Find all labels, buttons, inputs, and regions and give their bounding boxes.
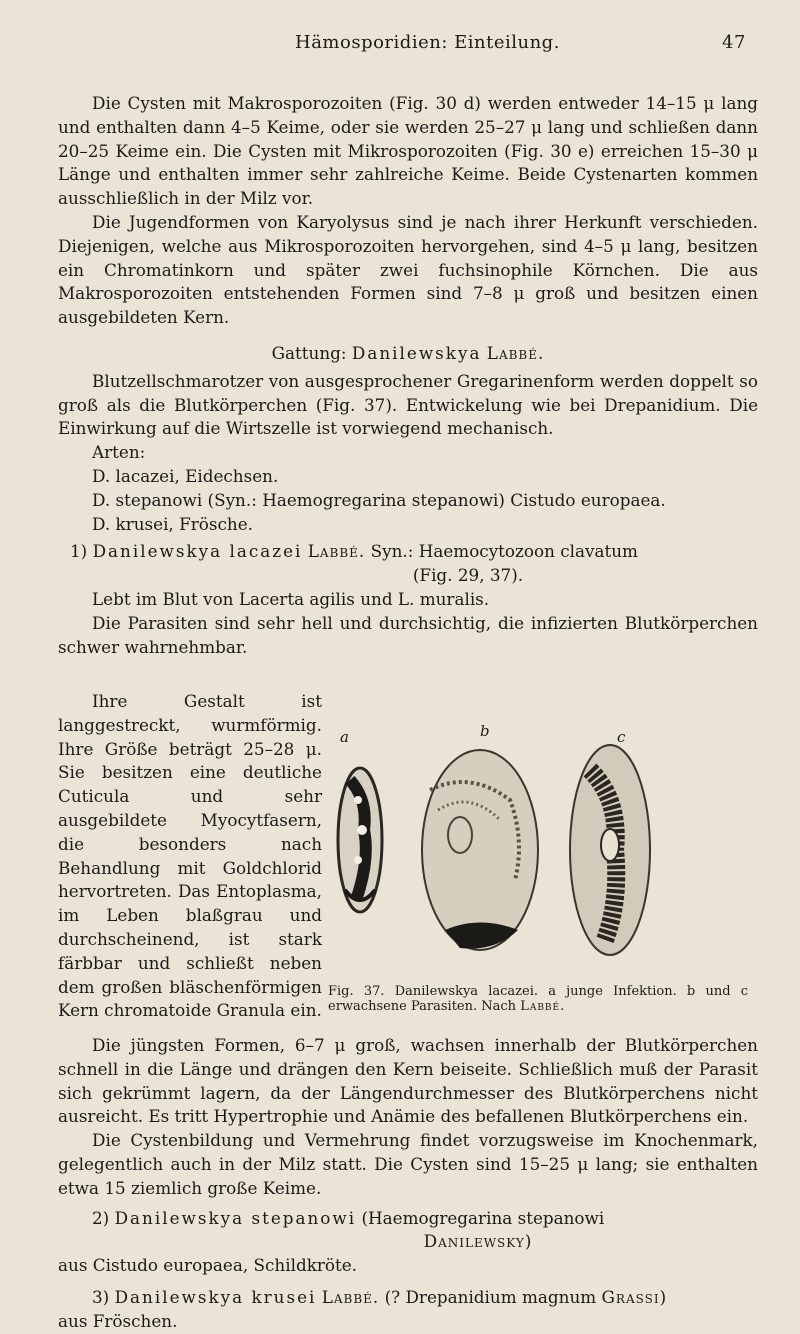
- paragraph-gestalt: Ihre Gestalt ist langgestreckt, wurmförmig. Ihre Größe beträgt 25–28 μ. Sie besitzen eine deutliche Cuticula und sehr ausgebildete Myocytfasern, die besonders nach Behandlung mit Goldchlorid hervortreten. Das Entoplasma, im Leben blaßgrau und durchscheinend, ist stark färbbar und schließt neben dem großen bläschenförmigen Kern chromatoide Granula ein.: [58, 691, 322, 1021]
- paragraph-parasiten: Die Parasiten sind sehr hell und durchsichtig, die infizierten Blutkörperchen schwer wahrnehmbar.: [58, 612, 758, 657]
- species-3-name: Danilewskya krusei: [114, 1286, 317, 1307]
- figure-caption: [328, 984, 748, 1014]
- paragraph-jugendformen: Die Jugendformen von Karyolysus sind je nach ihrer Herkunft verschieden. Diejenigen, welche aus Mikrosporozoiten hervorgehen, sind 4–5 μ lang, besitzen ein Chromatinkorn und später zwei fuchsinophile Körnchen. Die aus Makrosporozoiten entstehenden Formen sind 7–8 μ groß und besitzen einen ausgebildeten Kern.: [58, 211, 758, 328]
- caption-text: Danilewskya lacazei. a junge Infektion. b und c erwachsene Parasiten. Nach: [328, 984, 748, 1014]
- paragraph-genus-description: Blutzellschmarotzer von ausgesprochener Gregarinenform werden doppelt so groß als die Blutkörperchen (Fig. 37). Entwickelung wie bei Drepanidium. Die Einwirkung auf die Wirtszelle ist vorwiegend mechanisch.: [58, 370, 758, 439]
- species-list-item: D. lacazei, Eidechsen.: [92, 465, 279, 486]
- lower-text: [58, 1034, 758, 1334]
- cell-b-drawing: [422, 750, 538, 950]
- species-1-heading: [58, 540, 758, 564]
- narrow-text: [58, 690, 322, 1023]
- running-title: Hämosporidien: Einteilung.: [295, 32, 560, 53]
- paragraph-habitat: Lebt im Blut von Lacerta agilis und L. muralis.: [92, 588, 490, 609]
- paragraph-cysten: Die Cysten mit Makrosporozoiten (Fig. 30 d) werden entweder 14–15 μ lang und enthalten dann 4–5 Keime, oder sie werden 25–27 μ lang und schließen dann 20–25 Keime ein. Die Cysten mit Mikrosporozoiten (Fig. 30 e) erreichen 15–30 μ Länge und enthalten immer sehr zahlreiche Keime. Beide Cystenarten kommen ausschließlich in der Milz vor.: [58, 93, 758, 209]
- paragraph-cystenbildung: Die Cystenbildung und Vermehrung findet vorzugsweise im Knochenmark, gelegentlich auch in der Milz statt. Die Cysten sind 15–25 μ lang; sie enthalten etwa 15 ziemlich große Keime.: [58, 1130, 758, 1198]
- upper-text: [58, 92, 758, 659]
- species-3-rest: (? Drepanidium magnum: [379, 1286, 602, 1307]
- cell-a-drawing: [338, 768, 382, 912]
- species-list-item: D. krusei, Frösche.: [92, 513, 253, 534]
- species-2-number: 2): [92, 1207, 115, 1228]
- species-1-author: Labbé.: [307, 541, 366, 562]
- species-2-author: [58, 1230, 758, 1254]
- figure-label-a: a: [340, 728, 349, 746]
- arten-label: Arten:: [92, 442, 146, 463]
- figure-label-b: b: [480, 722, 490, 740]
- genus-name: Danilewskya: [351, 342, 482, 363]
- caption-fig-number: Fig. 37.: [328, 984, 385, 999]
- species-list-item: D. stepanowi (Syn.: Haemogregarina stepanowi) Cistudo europaea.: [92, 489, 666, 510]
- cell-c-drawing: [570, 745, 650, 955]
- caption-author: Labbé.: [520, 999, 566, 1014]
- figure-drawing: [320, 740, 660, 980]
- species-2-host: aus Cistudo europaea, Schildkröte.: [58, 1255, 358, 1276]
- species-2-synonym: (Haemogregarina stepanowi: [356, 1207, 605, 1228]
- species-3-author: Labbé.: [321, 1286, 380, 1307]
- page-number: 47: [722, 32, 746, 53]
- genus-heading: [58, 342, 758, 366]
- species-1-figref: (Fig. 29, 37).: [412, 565, 524, 586]
- species-3-number: 3): [92, 1286, 115, 1307]
- species-2-heading: [58, 1207, 758, 1231]
- paragraph-juengste: Die jüngsten Formen, 6–7 μ groß, wachsen innerhalb der Blutkörperchen schnell in die Länge und drängen den Kern beiseite. Schließlich muß der Parasit sich gekrümmt lagern, da der Längendurchmesser des Blutkörperchens nicht ausreicht. Es tritt Hypertrophie und Anämie des befallenen Blutkörperchens ein.: [58, 1035, 758, 1127]
- species-1-synonym: Syn.: Haemocytozoon clavatum: [365, 541, 638, 562]
- species-3-author2: Grassi): [601, 1286, 668, 1307]
- species-1-name: Danilewskya lacazei: [92, 541, 303, 562]
- species-3-heading: [58, 1286, 758, 1310]
- figure-label-c: c: [617, 728, 626, 746]
- genus-author: Labbé.: [486, 342, 545, 363]
- species-3-host: aus Fröschen.: [58, 1310, 178, 1331]
- genus-prefix: Gattung:: [271, 342, 352, 363]
- species-2-name: Danilewskya stepanowi: [114, 1207, 357, 1228]
- species-1-number: 1): [70, 541, 93, 562]
- species-2-author-text: Danilewsky): [423, 1231, 533, 1252]
